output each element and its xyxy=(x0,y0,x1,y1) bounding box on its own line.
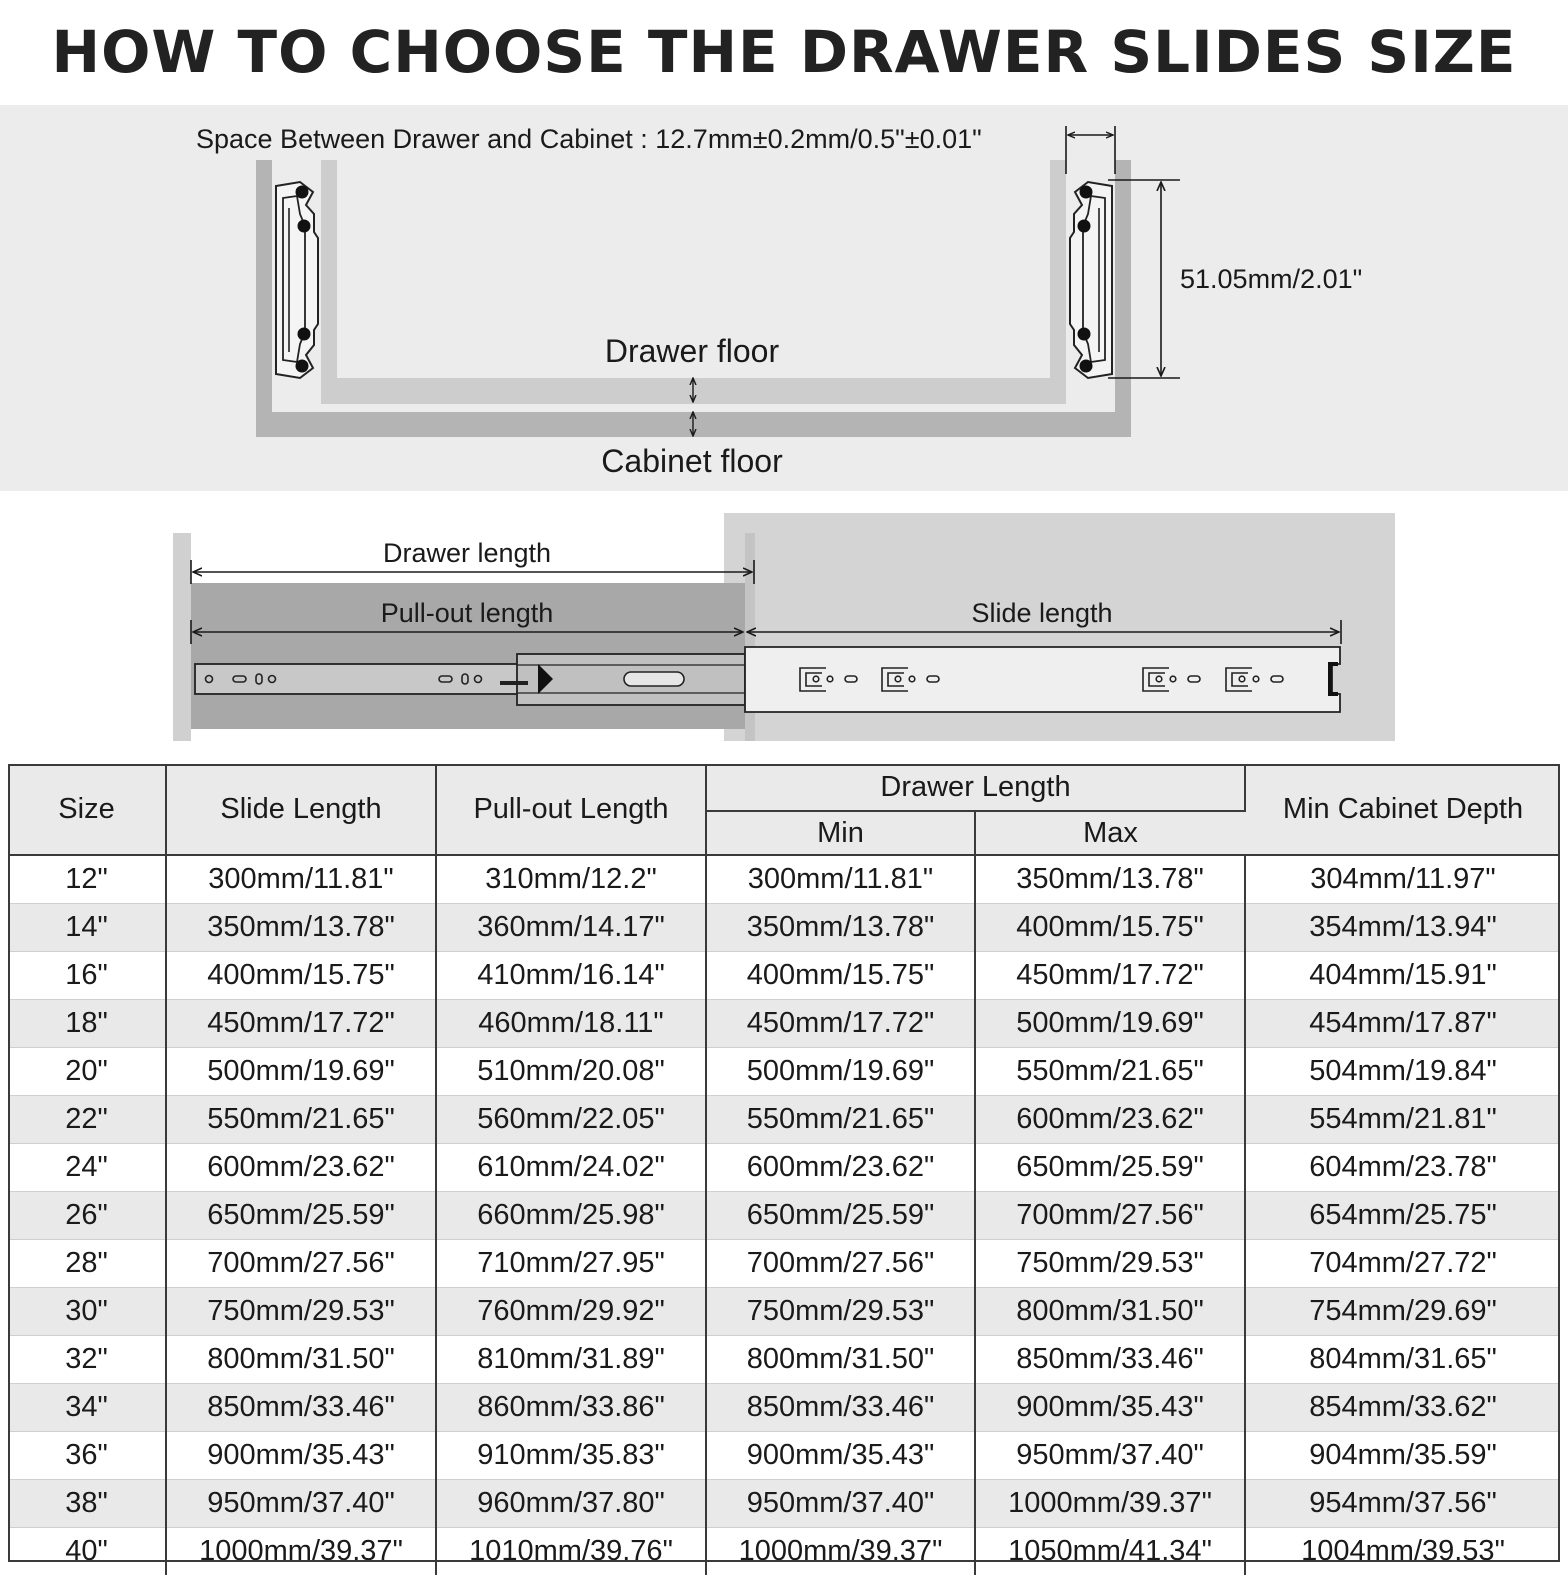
cell-pullout-length: 460mm/18.11" xyxy=(436,1000,706,1048)
cell-min-cabinet-depth: 1004mm/39.53" xyxy=(1245,1528,1560,1575)
cell-min-cabinet-depth: 604mm/23.78" xyxy=(1245,1144,1560,1192)
cell-drawer-max: 600mm/23.62" xyxy=(975,1096,1245,1144)
cell-drawer-min: 750mm/29.53" xyxy=(706,1288,975,1336)
cell-drawer-min: 650mm/25.59" xyxy=(706,1192,975,1240)
cell-drawer-min: 550mm/21.65" xyxy=(706,1096,975,1144)
right-slide-profile-icon xyxy=(1070,182,1112,378)
cell-min-cabinet-depth: 354mm/13.94" xyxy=(1245,904,1560,952)
cell-size: 14" xyxy=(8,904,166,952)
cell-pullout-length: 710mm/27.95" xyxy=(436,1240,706,1288)
cell-min-cabinet-depth: 404mm/15.91" xyxy=(1245,952,1560,1000)
space-label: Space Between Drawer and Cabinet : 12.7mm±0.2mm/0.5"±0.01" xyxy=(196,124,982,154)
table-row xyxy=(8,1096,1560,1144)
left-slide-profile-icon xyxy=(276,182,318,378)
cell-size: 16" xyxy=(8,952,166,1000)
cell-slide-length: 650mm/25.59" xyxy=(166,1192,436,1240)
cell-slide-length: 300mm/11.81" xyxy=(166,855,436,904)
table-row xyxy=(8,1240,1560,1288)
drawer-left-wall xyxy=(321,160,337,404)
drawer-floor-label: Drawer floor xyxy=(605,333,780,369)
cell-min-cabinet-depth: 704mm/27.72" xyxy=(1245,1240,1560,1288)
cell-min-cabinet-depth: 904mm/35.59" xyxy=(1245,1432,1560,1480)
cell-pullout-length: 510mm/20.08" xyxy=(436,1048,706,1096)
cell-slide-length: 350mm/13.78" xyxy=(166,904,436,952)
cell-size: 18" xyxy=(8,1000,166,1048)
cell-min-cabinet-depth: 454mm/17.87" xyxy=(1245,1000,1560,1048)
header-drawer-max: Max xyxy=(975,811,1245,855)
table-row xyxy=(8,952,1560,1000)
cell-drawer-max: 500mm/19.69" xyxy=(975,1000,1245,1048)
cell-pullout-length: 310mm/12.2" xyxy=(436,855,706,904)
table-row xyxy=(8,904,1560,952)
page-title: HOW TO CHOOSE THE DRAWER SLIDES SIZE xyxy=(0,10,1568,94)
cell-min-cabinet-depth: 304mm/11.97" xyxy=(1245,855,1560,904)
header-slide-length: Slide Length xyxy=(166,764,436,855)
table-row xyxy=(8,855,1560,904)
cell-pullout-length: 910mm/35.83" xyxy=(436,1432,706,1480)
cell-min-cabinet-depth: 554mm/21.81" xyxy=(1245,1096,1560,1144)
table-body xyxy=(8,855,1560,1575)
cell-drawer-max: 650mm/25.59" xyxy=(975,1144,1245,1192)
cell-size: 26" xyxy=(8,1192,166,1240)
table-row xyxy=(8,1144,1560,1192)
cell-slide-length: 800mm/31.50" xyxy=(166,1336,436,1384)
cell-slide-length: 500mm/19.69" xyxy=(166,1048,436,1096)
drawer-diagram xyxy=(0,0,1568,760)
cell-pullout-length: 860mm/33.86" xyxy=(436,1384,706,1432)
header-drawer-length: Drawer Length xyxy=(706,764,1245,811)
cell-drawer-max: 1050mm/41.34" xyxy=(975,1528,1245,1575)
table-row xyxy=(8,1384,1560,1432)
cell-drawer-min: 450mm/17.72" xyxy=(706,1000,975,1048)
table-row xyxy=(8,1480,1560,1528)
cell-size: 30" xyxy=(8,1288,166,1336)
outer-slide-member-icon xyxy=(745,647,1340,712)
header-drawer-min: Min xyxy=(706,811,975,855)
cell-drawer-max: 350mm/13.78" xyxy=(975,855,1245,904)
cell-size: 28" xyxy=(8,1240,166,1288)
slide-length-label: Slide length xyxy=(971,598,1112,628)
cell-min-cabinet-depth: 504mm/19.84" xyxy=(1245,1048,1560,1096)
cell-drawer-min: 300mm/11.81" xyxy=(706,855,975,904)
cell-size: 34" xyxy=(8,1384,166,1432)
size-table xyxy=(8,764,1560,1575)
cross-section-diagram xyxy=(0,105,1568,491)
cell-pullout-length: 560mm/22.05" xyxy=(436,1096,706,1144)
cell-drawer-min: 850mm/33.46" xyxy=(706,1384,975,1432)
table-row xyxy=(8,1000,1560,1048)
table-row xyxy=(8,1288,1560,1336)
cell-pullout-length: 610mm/24.02" xyxy=(436,1144,706,1192)
cell-drawer-max: 750mm/29.53" xyxy=(975,1240,1245,1288)
cell-drawer-min: 500mm/19.69" xyxy=(706,1048,975,1096)
cell-drawer-max: 950mm/37.40" xyxy=(975,1432,1245,1480)
header-pullout-length: Pull-out Length xyxy=(436,764,706,855)
cell-slide-length: 400mm/15.75" xyxy=(166,952,436,1000)
cell-slide-length: 700mm/27.56" xyxy=(166,1240,436,1288)
table-row xyxy=(8,1192,1560,1240)
cell-slide-length: 850mm/33.46" xyxy=(166,1384,436,1432)
cell-slide-length: 450mm/17.72" xyxy=(166,1000,436,1048)
cell-drawer-max: 700mm/27.56" xyxy=(975,1192,1245,1240)
cell-drawer-max: 800mm/31.50" xyxy=(975,1288,1245,1336)
cell-drawer-min: 600mm/23.62" xyxy=(706,1144,975,1192)
cell-min-cabinet-depth: 854mm/33.62" xyxy=(1245,1384,1560,1432)
cell-min-cabinet-depth: 654mm/25.75" xyxy=(1245,1192,1560,1240)
cell-size: 32" xyxy=(8,1336,166,1384)
cell-drawer-min: 400mm/15.75" xyxy=(706,952,975,1000)
cell-drawer-max: 900mm/35.43" xyxy=(975,1384,1245,1432)
header-min-cabinet-depth: Min Cabinet Depth xyxy=(1245,764,1560,855)
cell-drawer-min: 1000mm/39.37" xyxy=(706,1528,975,1575)
cell-pullout-length: 410mm/16.14" xyxy=(436,952,706,1000)
cell-pullout-length: 760mm/29.92" xyxy=(436,1288,706,1336)
height-label: 51.05mm/2.01" xyxy=(1180,264,1362,294)
cell-pullout-length: 810mm/31.89" xyxy=(436,1336,706,1384)
header-size: Size xyxy=(8,764,166,855)
cabinet-right-wall xyxy=(1115,160,1131,437)
cell-slide-length: 1000mm/39.37" xyxy=(166,1528,436,1575)
cell-min-cabinet-depth: 754mm/29.69" xyxy=(1245,1288,1560,1336)
cabinet-front-edge xyxy=(173,533,191,741)
table-row xyxy=(8,1432,1560,1480)
cell-slide-length: 750mm/29.53" xyxy=(166,1288,436,1336)
drawer-length-label: Drawer length xyxy=(383,538,551,568)
cabinet-left-wall xyxy=(256,160,272,437)
cell-pullout-length: 1010mm/39.76" xyxy=(436,1528,706,1575)
side-view-diagram xyxy=(173,513,1395,741)
size-table-container xyxy=(8,764,1560,1562)
cell-drawer-max: 450mm/17.72" xyxy=(975,952,1245,1000)
cell-pullout-length: 360mm/14.17" xyxy=(436,904,706,952)
cell-size: 36" xyxy=(8,1432,166,1480)
cell-drawer-max: 850mm/33.46" xyxy=(975,1336,1245,1384)
cell-size: 40" xyxy=(8,1528,166,1575)
cell-slide-length: 550mm/21.65" xyxy=(166,1096,436,1144)
drawer-right-wall xyxy=(1050,160,1066,404)
table-row xyxy=(8,1048,1560,1096)
cell-drawer-max: 1000mm/39.37" xyxy=(975,1480,1245,1528)
cell-slide-length: 600mm/23.62" xyxy=(166,1144,436,1192)
cell-size: 12" xyxy=(8,855,166,904)
table-row xyxy=(8,1336,1560,1384)
cell-size: 24" xyxy=(8,1144,166,1192)
cell-pullout-length: 960mm/37.80" xyxy=(436,1480,706,1528)
cell-drawer-min: 950mm/37.40" xyxy=(706,1480,975,1528)
cell-drawer-min: 800mm/31.50" xyxy=(706,1336,975,1384)
cell-drawer-min: 350mm/13.78" xyxy=(706,904,975,952)
pullout-length-label: Pull-out length xyxy=(381,598,554,628)
cell-size: 22" xyxy=(8,1096,166,1144)
cell-drawer-max: 550mm/21.65" xyxy=(975,1048,1245,1096)
cell-size: 38" xyxy=(8,1480,166,1528)
cell-slide-length: 950mm/37.40" xyxy=(166,1480,436,1528)
cell-size: 20" xyxy=(8,1048,166,1096)
cell-drawer-max: 400mm/15.75" xyxy=(975,904,1245,952)
cell-min-cabinet-depth: 804mm/31.65" xyxy=(1245,1336,1560,1384)
cell-pullout-length: 660mm/25.98" xyxy=(436,1192,706,1240)
cell-drawer-min: 900mm/35.43" xyxy=(706,1432,975,1480)
cell-drawer-min: 700mm/27.56" xyxy=(706,1240,975,1288)
cell-slide-length: 900mm/35.43" xyxy=(166,1432,436,1480)
cabinet-floor-label: Cabinet floor xyxy=(601,443,783,479)
cell-min-cabinet-depth: 954mm/37.56" xyxy=(1245,1480,1560,1528)
